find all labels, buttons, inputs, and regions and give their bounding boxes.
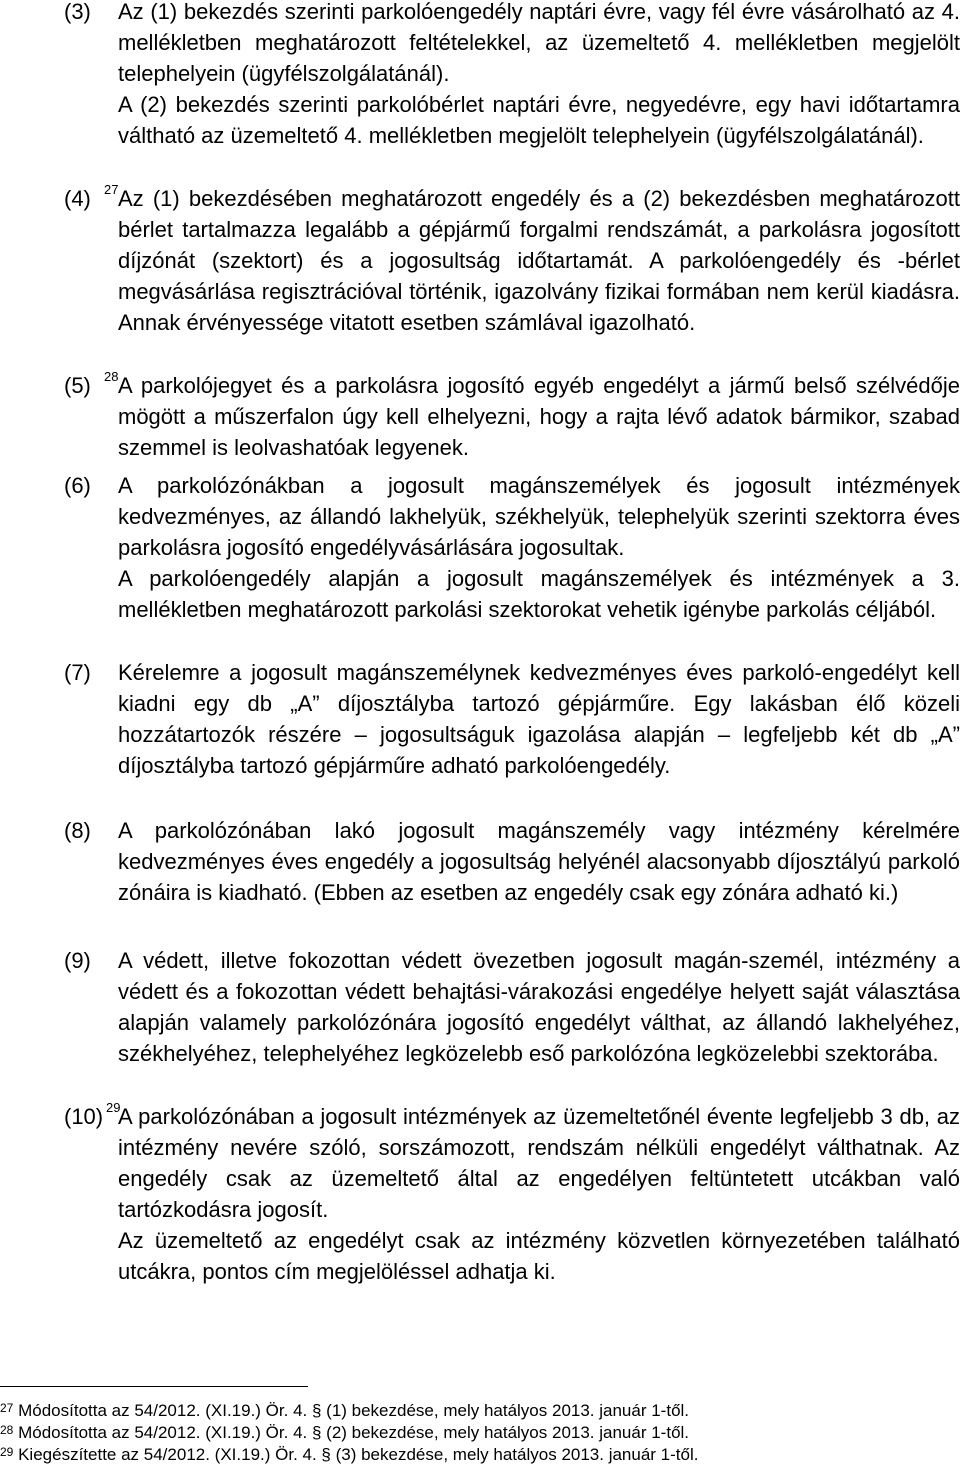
paragraph-text: Az üzemeltető az engedélyt csak az intézmény közvetlen környezetében található utcákra, pontos cím megjelöléssel adhatja ki.: [118, 1228, 960, 1284]
paragraph-text: A parkolóengedély alapján a jogosult magánszemélyek és intézmények a 3. mellékletben meghatározott parkolási szektorokat vehetik igénybe parkolás céljából.: [118, 566, 960, 622]
footnote-number: 28: [0, 1423, 14, 1437]
paragraph-5: [64, 370, 960, 463]
paragraph-text: A parkolózónákban a jogosult magánszemélyek és jogosult intézmények kedvezményes, az állandó lakhelyük, székhelyük, telephelyük szerinti szektorra éves parkolásra jogosító engedélyvásárlására jogosultak.: [118, 473, 960, 560]
footnote-text: Módosította az 54/2012. (XI.19.) Ör. 4. § (1) bekezdése, mely hatályos 2013. január 1-től.: [18, 1401, 690, 1420]
footnote-number: 27: [0, 1401, 14, 1415]
paragraph-text: A védett, illetve fokozottan védett övezetben jogosult magán-személ, intézmény a védett és a fokozottan védett behajtási-várakozási engedélye helyett saját választása alapján valamely parkolózónára jogosító engedélyt válthat, az állandó lakhelyéhez, székhelyéhez, telephelyéhez legközelebb eső parkolózóna legközelebbi szektorába.: [118, 948, 960, 1066]
paragraph-text: A parkolójegyet és a parkolásra jogosító egyéb engedélyt a jármű belső szélvédője mögött a műszerfalon úgy kell elhelyezni, hogy a rajta lévő adatok bármikor, szabad szemmel is leolvashatóak legyenek.: [118, 373, 960, 460]
paragraph-number: (3): [64, 0, 91, 24]
footnote-29: [0, 1444, 698, 1466]
footnote-reference[interactable]: 29: [106, 1100, 121, 1115]
paragraph-body: [118, 0, 960, 151]
paragraph-body: [118, 470, 960, 625]
paragraph-text: Az (1) bekezdésében meghatározott engedély és a (2) bekezdésben meghatározott bérlet tartalmazza legalább a gépjármű forgalmi rendszámát, a parkolásra jogosított díjzónát (szektort) és a jogosultság időtartamát. A parkolóengedély és -bérlet megvásárlása regisztrációval történik, igazolvány fizikai formában nem kerül kiadásra. Annak érvényessége vitatott esetben számlával igazolható.: [118, 186, 960, 335]
footnote-number: 29: [0, 1445, 14, 1459]
paragraph-10: [64, 1101, 960, 1287]
paragraph-body: [118, 657, 960, 781]
paragraph-number: (4): [64, 186, 91, 211]
paragraph-4: [64, 183, 960, 338]
paragraph-text: A parkolózónában lakó jogosult magánszemély vagy intézmény kérelmére kedvezményes éves engedély a jogosultság helyénél alacsonyabb díjosztályú parkoló zónáira is kiadható. (Ebben az esetben az engedély csak egy zónára adható ki.): [118, 818, 960, 905]
paragraph-body: [118, 183, 960, 338]
paragraph-text: A parkolózónában a jogosult intézmények az üzemeltetőnél évente legfeljebb 3 db, az intézmény nevére szóló, sorszámozott, rendszám nélküli engedélyt válthatnak. Az engedély csak az üzemeltető által az engedélyen feltüntetett utcákban való tartózkodásra jogosít.: [118, 1104, 960, 1222]
paragraph-8: [64, 815, 960, 908]
paragraph-6: [64, 470, 960, 625]
paragraph-number: (6): [64, 473, 91, 498]
paragraph-number: (7): [64, 660, 91, 685]
paragraph-body: [118, 370, 960, 463]
paragraph-text: A (2) bekezdés szerinti parkolóbérlet naptári évre, negyedévre, egy havi időtartamra váltható az üzemeltető 4. mellékletben megjelölt telephelyein (ügyfélszolgálatánál).: [118, 92, 960, 148]
paragraph-number: (10): [64, 1104, 104, 1129]
paragraph-text: Az (1) bekezdés szerinti parkolóengedély naptári évre, vagy fél évre vásárolható az 4. mellékletben meghatározott feltételekkel, az üzemeltető 4. mellékletben megjelölt telephelyein (ügyfélszolgálatánál).: [118, 0, 960, 86]
paragraph-body: [118, 815, 960, 908]
footnote-28: [0, 1422, 689, 1444]
paragraph-body: [118, 1101, 960, 1287]
paragraph-number: (8): [64, 818, 91, 843]
footnote-reference[interactable]: 27: [104, 182, 119, 197]
footnote-text: Módosította az 54/2012. (XI.19.) Ör. 4. § (2) bekezdése, mely hatályos 2013. január 1-től.: [18, 1423, 690, 1442]
paragraph-body: [118, 945, 960, 1069]
paragraph-9: [64, 945, 960, 1069]
footnote-divider: [0, 1386, 308, 1387]
footnote-reference[interactable]: 28: [104, 369, 119, 384]
paragraph-number: (9): [64, 948, 91, 973]
paragraph-7: [64, 657, 960, 781]
footnote-27: [0, 1400, 689, 1422]
paragraph-number: (5): [64, 373, 91, 398]
paragraph-text: Kérelemre a jogosult magánszemélynek kedvezményes éves parkoló-engedélyt kell kiadni egy db „A” díjosztályba tartozó gépjárműre. Egy lakásban élő közeli hozzátartozók részére – jogosultságuk igazolása alapján – legfeljebb két db „A” díjosztályba tartozó gépjárműre adható parkolóengedély.: [118, 660, 960, 778]
footnote-text: Kiegészítette az 54/2012. (XI.19.) Ör. 4. § (3) bekezdése, mely hatályos 2013. január 1-től.: [18, 1445, 699, 1464]
paragraph-3: [64, 0, 960, 151]
